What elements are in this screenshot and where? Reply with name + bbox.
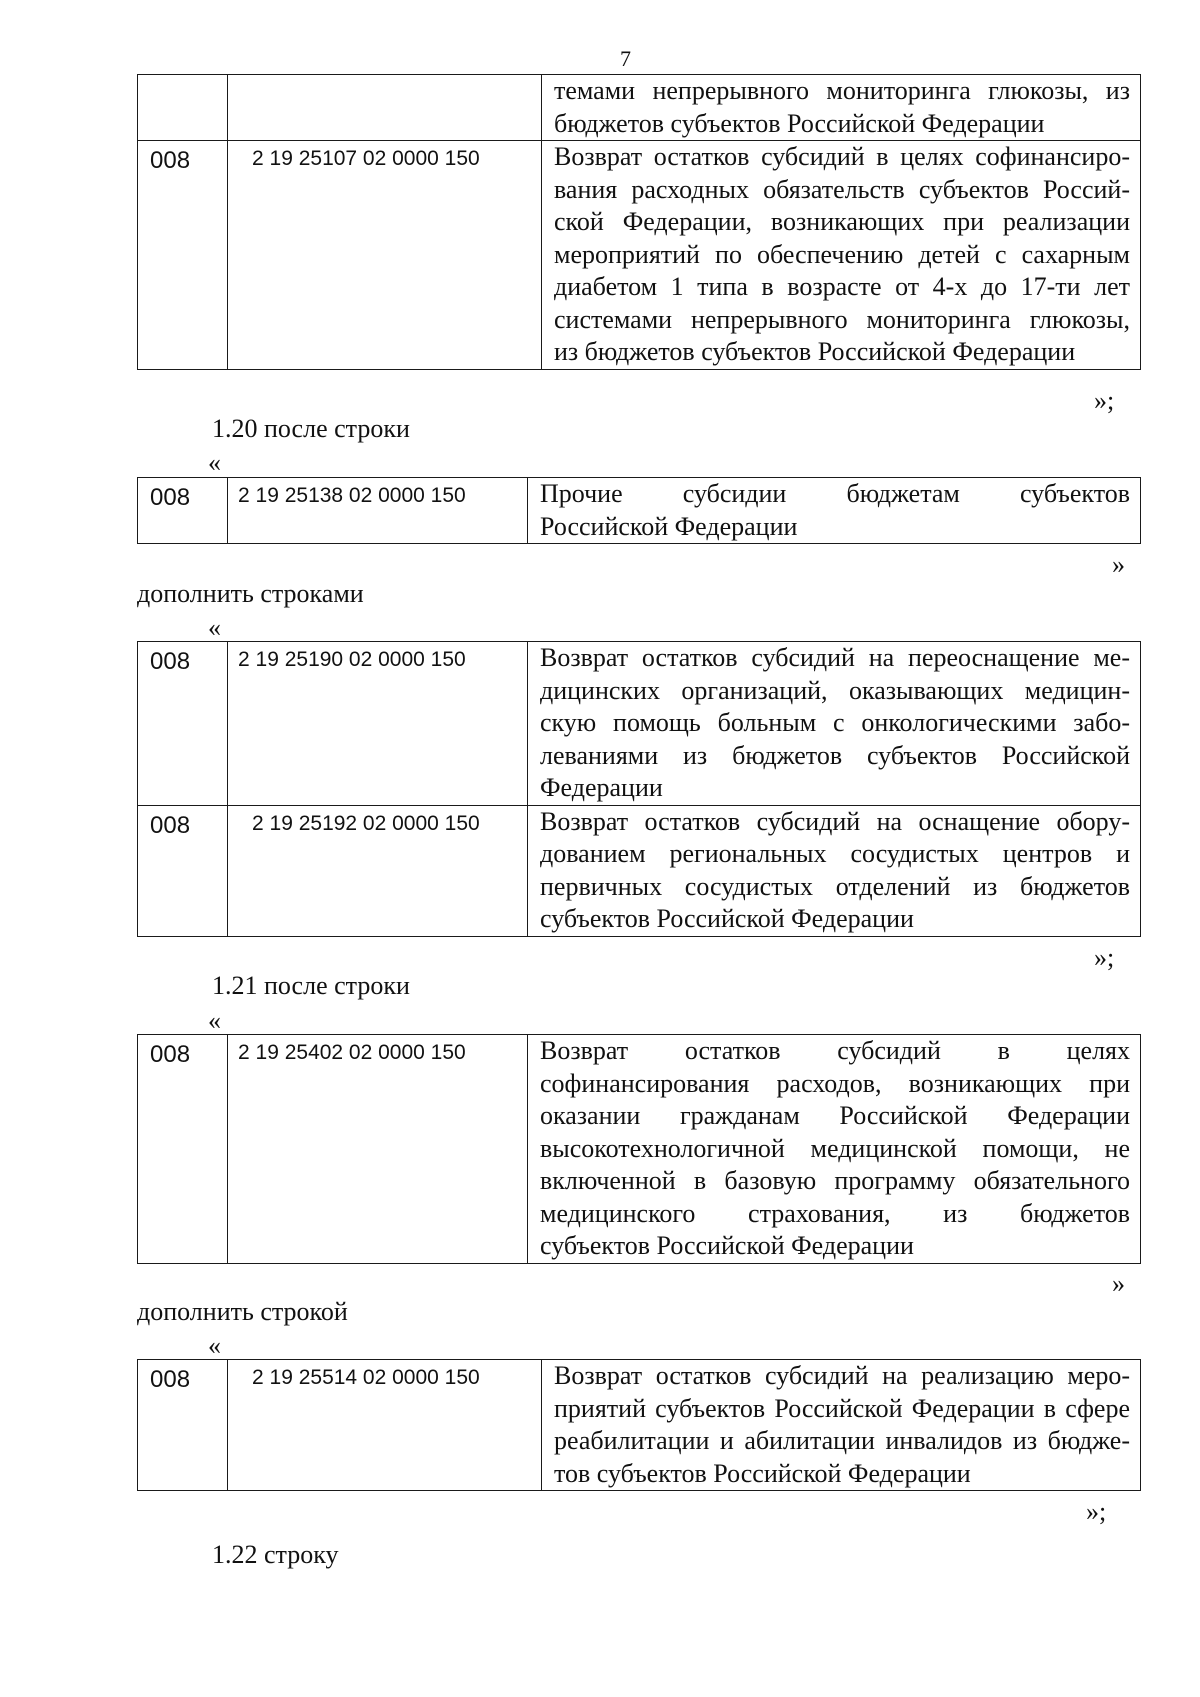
description-line: системами непрерывного мониторинга глюкозы, <box>554 304 1130 334</box>
kbk-cell: 2 19 25107 02 0000 150 <box>228 141 542 370</box>
description-cell <box>528 1035 1141 1264</box>
table-row <box>138 75 1141 141</box>
description-line: первичных сосудистых отделений из бюджетов <box>540 871 1130 901</box>
kbk-cell: 2 19 25192 02 0000 150 <box>228 805 528 936</box>
kbk-cell: 2 19 25190 02 0000 150 <box>228 642 528 806</box>
description-line: Возврат остатков субсидий на оснащение обору- <box>540 806 1130 836</box>
description-line: реабилитации и абилитации инвалидов из бюдже- <box>554 1426 1130 1455</box>
description-line: Прочие субсидии бюджетам субъектов <box>540 479 1130 508</box>
closing-quote: » <box>1112 550 1125 579</box>
kbk-cell <box>228 75 542 141</box>
description-line: Возврат остатков субсидий на реализацию меро- <box>554 1361 1130 1390</box>
code-cell: 008 <box>138 805 228 936</box>
paragraph-1-21: 1.21 после строки <box>212 971 410 1000</box>
description-line: субъектов Российской Федерации <box>540 904 914 933</box>
table-row <box>138 805 1141 936</box>
description-line: Российской Федерации <box>540 511 798 541</box>
budget-table-1 <box>137 74 1141 370</box>
paragraph-1-22: 1.22 строку <box>212 1540 339 1569</box>
budget-table-4 <box>137 1034 1141 1264</box>
table-row <box>138 1035 1141 1264</box>
page-number: 7 <box>620 46 631 71</box>
description-line: высокотехнологичной медицинской помощи, не <box>540 1133 1130 1163</box>
table-row <box>138 141 1141 370</box>
opening-quote: « <box>208 1006 221 1035</box>
paragraph-1-20: 1.20 после строки <box>212 414 410 443</box>
description-line: диабетом 1 типа в возрасте от 4-х до 17-ти лет <box>554 272 1130 301</box>
paragraph-add-row: дополнить строкой <box>137 1297 348 1326</box>
description-line: включенной в базовую программу обязательного <box>540 1166 1130 1195</box>
description-cell <box>528 478 1141 544</box>
closing-quote: »; <box>1086 1497 1107 1526</box>
code-cell: 008 <box>138 1035 228 1264</box>
description-line: Возврат остатков субсидий в целях софинансиро- <box>554 142 1130 171</box>
opening-quote: « <box>208 448 221 477</box>
description-line: приятий субъектов Российской Федерации в сфере <box>554 1393 1130 1423</box>
code-cell: 008 <box>138 141 228 370</box>
description-line: дицинских организаций, оказывающих медицин- <box>540 675 1130 705</box>
budget-table-3 <box>137 641 1141 937</box>
description-line: дованием региональных сосудистых центров и <box>540 839 1130 868</box>
table-row <box>138 478 1141 544</box>
closing-quote: »; <box>1094 943 1115 972</box>
description-line: тов субъектов Российской Федерации <box>554 1458 971 1488</box>
budget-table-5 <box>137 1359 1141 1491</box>
description-line: мероприятий по обеспечению детей с сахарным <box>554 239 1130 269</box>
description-line: Возврат остатков субсидий на переоснащение ме- <box>540 643 1130 672</box>
closing-quote: » <box>1112 1269 1125 1298</box>
description-line: темами непрерывного мониторинга глюкозы, из <box>554 76 1130 105</box>
description-cell <box>542 1360 1141 1491</box>
code-cell: 008 <box>138 1360 228 1491</box>
table-row <box>138 642 1141 806</box>
kbk-cell: 2 19 25138 02 0000 150 <box>228 478 528 544</box>
closing-quote: »; <box>1094 386 1115 415</box>
opening-quote: « <box>208 1331 221 1360</box>
description-line: скую помощь больным с онкологическими забо- <box>540 708 1130 737</box>
paragraph-add-rows: дополнить строками <box>137 579 364 608</box>
description-cell <box>542 75 1141 141</box>
description-line: бюджетов субъектов Российской Федерации <box>554 108 1045 138</box>
description-line: оказании гражданам Российской Федерации <box>540 1101 1130 1130</box>
description-line: из бюджетов субъектов Российской Федерации <box>554 337 1076 366</box>
description-cell <box>542 141 1141 370</box>
table-row <box>138 1360 1141 1491</box>
budget-table-2 <box>137 477 1141 544</box>
opening-quote: « <box>208 613 221 642</box>
code-cell: 008 <box>138 642 228 806</box>
description-line: субъектов Российской Федерации <box>540 1231 914 1260</box>
description-cell <box>528 805 1141 936</box>
description-line: софинансирования расходов, возникающих при <box>540 1068 1130 1098</box>
kbk-cell: 2 19 25402 02 0000 150 <box>228 1035 528 1264</box>
description-line: леваниями из бюджетов субъектов Российской <box>540 740 1130 770</box>
description-line: Возврат остатков субсидий в целях <box>540 1036 1130 1065</box>
code-cell <box>138 75 228 141</box>
description-line: ской Федерации, возникающих при реализации <box>554 207 1130 236</box>
description-line: медицинского страхования, из бюджетов <box>540 1198 1130 1228</box>
description-cell <box>528 642 1141 806</box>
code-cell: 008 <box>138 478 228 544</box>
kbk-cell: 2 19 25514 02 0000 150 <box>228 1360 542 1491</box>
description-line: вания расходных обязательств субъектов Россий- <box>554 174 1130 204</box>
description-line: Федерации <box>540 773 663 802</box>
